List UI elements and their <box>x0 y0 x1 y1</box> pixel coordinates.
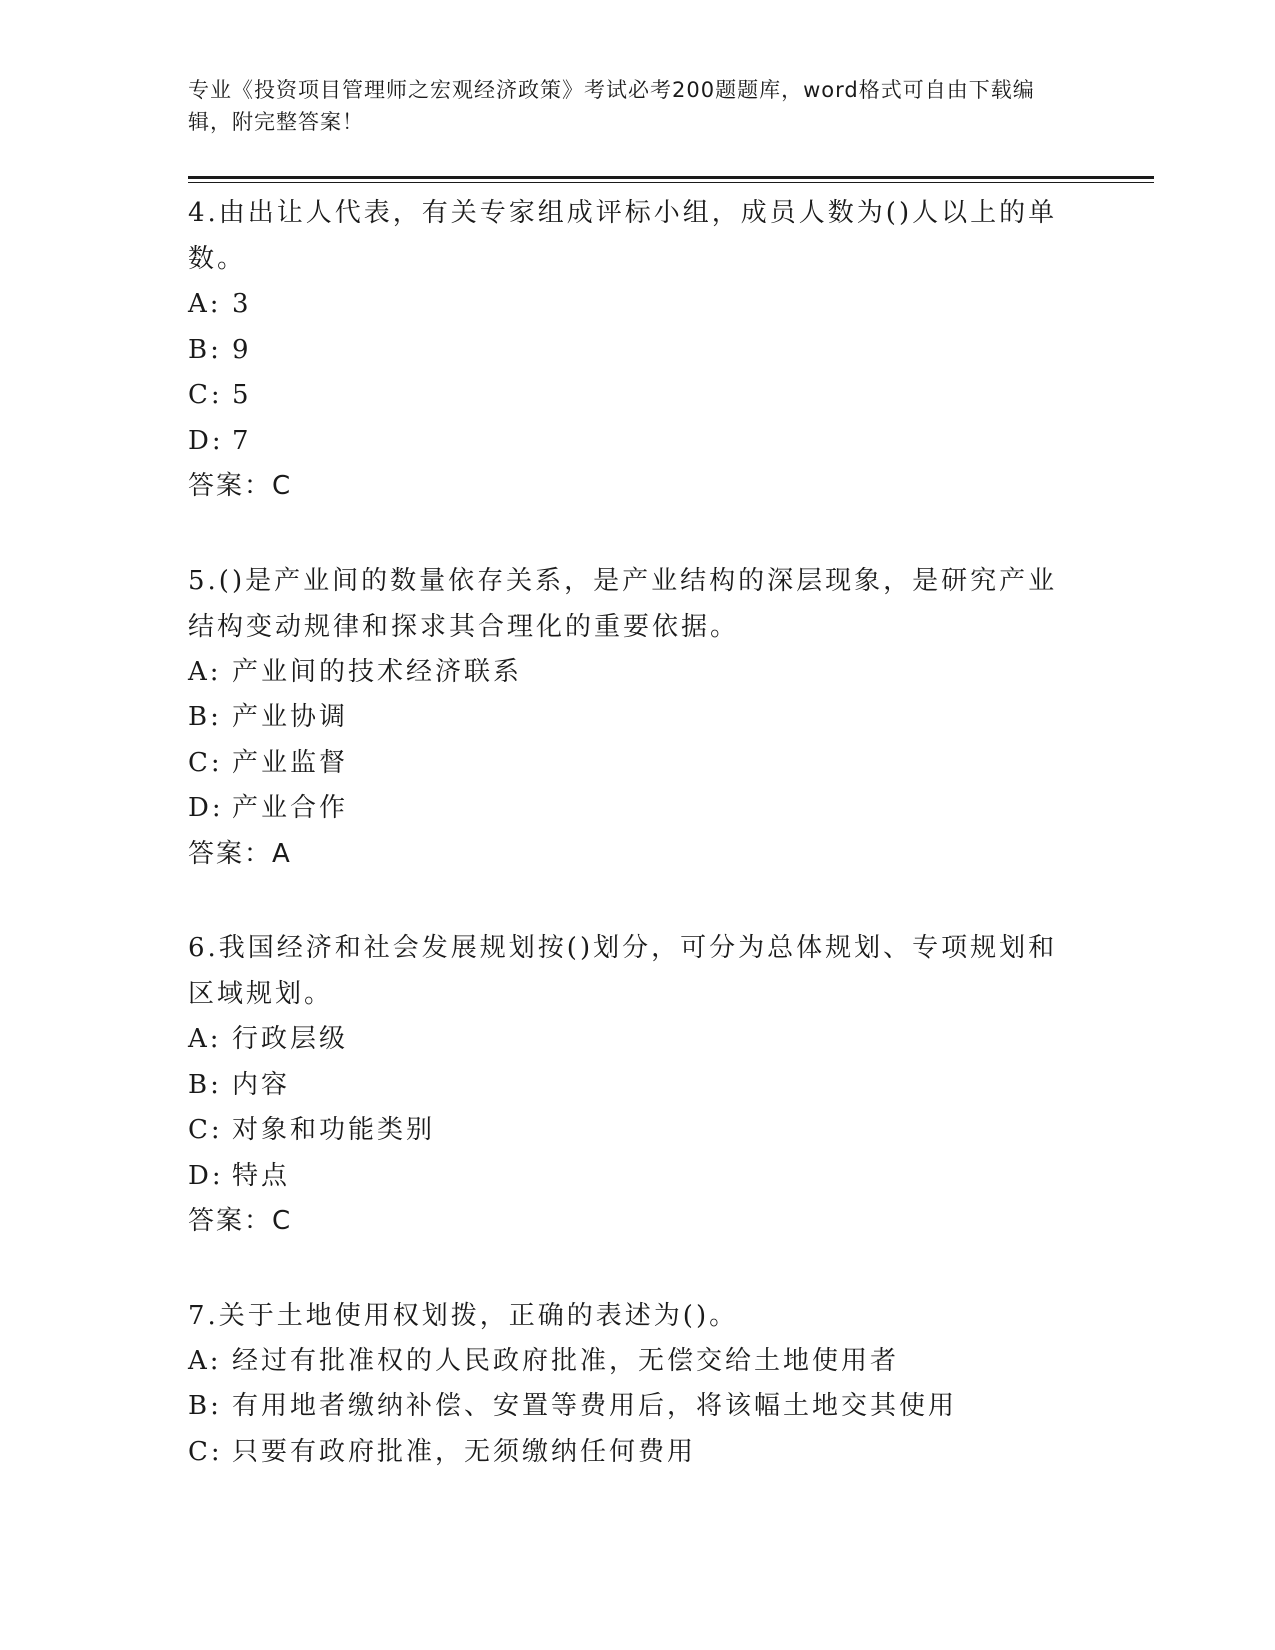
option-a <box>188 1017 1068 1063</box>
option-value: 产业间的技术经济联系 <box>232 656 523 687</box>
option-value: 产业协调 <box>232 702 349 732</box>
option-key: A: <box>188 656 222 687</box>
option-c <box>188 1108 1068 1154</box>
option-a <box>188 1339 1068 1385</box>
option-value: 7 <box>232 425 252 456</box>
option-key: C: <box>188 380 223 410</box>
option-d <box>188 786 1068 832</box>
question-6 <box>188 925 1068 1245</box>
option-key: B: <box>188 334 222 365</box>
question-5 <box>188 558 1068 878</box>
option-b <box>188 695 1068 741</box>
header-rule-thick <box>188 176 1154 179</box>
question-list <box>188 190 1068 1523</box>
answer-text: 答案：C <box>188 1206 293 1236</box>
option-b <box>188 328 1068 374</box>
option-key: B: <box>188 1391 222 1421</box>
option-value: 对象和功能类别 <box>232 1115 436 1145</box>
option-key: A: <box>188 289 222 319</box>
option-a <box>188 282 1068 328</box>
option-c <box>188 373 1068 419</box>
option-key: B: <box>188 702 222 732</box>
option-key: C: <box>188 1436 223 1467</box>
question-4 <box>188 190 1068 510</box>
option-c <box>188 1430 1068 1476</box>
question-text: 4.由出让人代表，有关专家组成评标小组，成员人数为()人以上的单数。 <box>188 198 1058 274</box>
document-header <box>188 74 1068 138</box>
header-text: 专业《投资项目管理师之宏观经济政策》考试必考200题题库，word格式可自由下载编辑，附完整答案！ <box>188 78 1035 134</box>
option-key: A: <box>188 1345 222 1376</box>
option-d <box>188 1154 1068 1200</box>
option-value: 5 <box>232 380 252 410</box>
option-value: 产业合作 <box>232 793 349 823</box>
option-value: 经过有批准权的人民政府批准，无偿交给土地使用者 <box>232 1345 900 1376</box>
option-value: 9 <box>232 334 252 365</box>
option-value: 特点 <box>232 1160 291 1191</box>
option-c <box>188 741 1068 787</box>
answer-text: 答案：A <box>188 838 292 869</box>
option-key: C: <box>188 1115 223 1145</box>
option-value: 行政层级 <box>232 1024 349 1054</box>
answer-text: 答案：C <box>188 471 293 501</box>
option-value: 有用地者缴纳补偿、安置等费用后，将该幅土地交其使用 <box>232 1391 958 1421</box>
question-text: 5.()是产业间的数量依存关系，是产业结构的深层现象，是研究产业结构变动规律和探求其合理化的重要依据。 <box>188 565 1058 642</box>
option-key: A: <box>188 1024 222 1054</box>
option-key: D: <box>188 793 224 823</box>
option-value: 内容 <box>232 1069 291 1100</box>
option-key: D: <box>188 425 224 456</box>
option-key: C: <box>188 747 223 778</box>
question-text: 6.我国经济和社会发展规划按()划分，可分为总体规划、专项规划和区域规划。 <box>188 933 1058 1009</box>
question-text: 7.关于土地使用权划拨，正确的表述为()。 <box>188 1300 739 1331</box>
option-d <box>188 419 1068 465</box>
option-b <box>188 1384 1068 1430</box>
option-b <box>188 1063 1068 1109</box>
option-value: 产业监督 <box>232 747 349 778</box>
question-7 <box>188 1293 1068 1476</box>
option-key: B: <box>188 1069 222 1100</box>
option-key: D: <box>188 1160 224 1191</box>
option-a <box>188 650 1068 696</box>
option-value: 3 <box>232 289 252 319</box>
header-rule-thin <box>188 182 1154 183</box>
option-value: 只要有政府批准，无须缴纳任何费用 <box>232 1436 697 1467</box>
